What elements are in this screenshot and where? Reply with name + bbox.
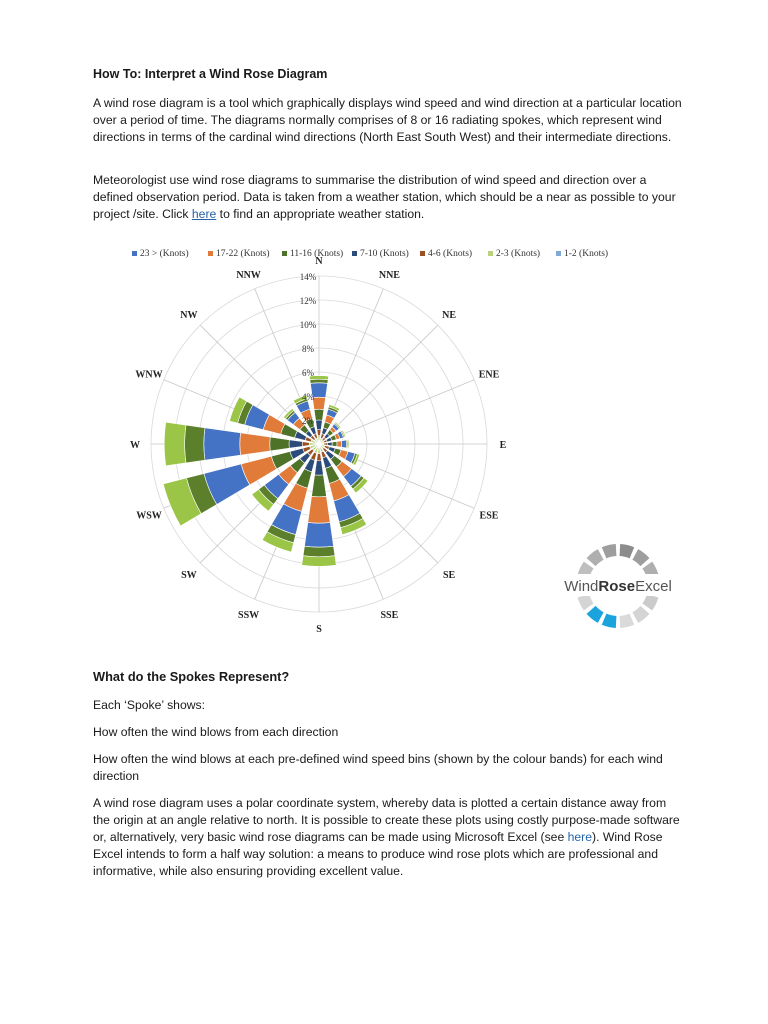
legend-swatch bbox=[282, 251, 287, 256]
radial-tick-label: 10% bbox=[299, 320, 317, 330]
logo-ring-icon bbox=[552, 544, 684, 634]
legend-swatch bbox=[556, 251, 561, 256]
logo-ring-segment bbox=[632, 606, 649, 623]
wind-sector bbox=[312, 475, 327, 497]
legend-label: 17-22 (Knots) bbox=[216, 249, 270, 259]
legend-label: 7-10 (Knots) bbox=[360, 249, 409, 259]
wind-sector bbox=[312, 397, 325, 409]
spoke-intro: Each ‘Spoke’ shows: bbox=[93, 698, 206, 712]
radial-tick-label: 14% bbox=[299, 272, 317, 282]
direction-label: N bbox=[315, 256, 323, 267]
polar-paragraph bbox=[93, 795, 683, 880]
radial-tick-label: 4% bbox=[302, 392, 314, 402]
wind-sector bbox=[204, 428, 241, 460]
logo-ring-segment bbox=[642, 594, 658, 610]
wind-sector bbox=[317, 430, 321, 436]
polar-text: A wind rose diagram uses a polar coordinate system, whereby data is plotted a certain distance away from the origin at an angle relative to north. It is possible to create these plots using costly purpose-made software or, alternatively, very basic wind rose diagrams can be made using Microsoft Excel (see bbox=[93, 796, 680, 844]
direction-label: WSW bbox=[136, 510, 162, 522]
observation-paragraph bbox=[93, 172, 683, 223]
legend-swatch bbox=[488, 251, 493, 256]
radial-tick-label: 8% bbox=[302, 344, 314, 354]
direction-label: NE bbox=[442, 309, 457, 321]
direction-label: S bbox=[316, 624, 322, 634]
direction-label: WNW bbox=[135, 369, 163, 381]
direction-label: ENE bbox=[478, 369, 500, 381]
weather-station-link[interactable]: here bbox=[191, 207, 217, 221]
page-title: How To: Interpret a Wind Rose Diagram bbox=[93, 67, 328, 81]
legend-swatch bbox=[420, 251, 425, 256]
wind-sector bbox=[185, 425, 205, 463]
legend-swatch bbox=[208, 251, 213, 256]
wind-sector bbox=[316, 420, 323, 430]
radial-tick-label: 6% bbox=[302, 368, 314, 378]
logo-ring-segment bbox=[620, 544, 635, 558]
legend-label: 23 > (Knots) bbox=[140, 249, 189, 259]
logo-ring-segment bbox=[578, 594, 594, 610]
logo-ring-segment bbox=[587, 606, 604, 623]
direction-label: NNE bbox=[378, 270, 400, 282]
logo-ring-segment bbox=[602, 614, 617, 628]
direction-label: ESE bbox=[479, 510, 499, 522]
wind-sector bbox=[314, 409, 324, 420]
direction-label: SSW bbox=[238, 609, 260, 621]
polar-text-end: ). Wind Rose Excel intends to form a half way solution: a means to produce wind rose plots which are professional and informative, while also ensuring providing excellent value. bbox=[93, 830, 663, 878]
wind-sector bbox=[324, 443, 328, 445]
wind-sector bbox=[348, 440, 349, 448]
legend-label: 4-6 (Knots) bbox=[428, 249, 473, 259]
direction-label: NW bbox=[180, 309, 198, 321]
spoke-point-speed: How often the wind blows at each pre-defined wind speed bins (shown by the colour bands) for each wind direction bbox=[93, 752, 663, 783]
wind-sector bbox=[342, 440, 347, 448]
radial-tick-label: 12% bbox=[299, 296, 317, 306]
wind-sector bbox=[332, 441, 337, 446]
excel-link[interactable]: here bbox=[567, 830, 593, 844]
legend-label: 11-16 (Knots) bbox=[290, 249, 344, 259]
direction-label: E bbox=[499, 440, 507, 451]
logo-ring-segment bbox=[602, 544, 617, 558]
direction-label: W bbox=[130, 440, 140, 451]
direction-label: NNW bbox=[236, 270, 261, 282]
wind-sector bbox=[289, 440, 302, 448]
observation-text-end: to find an appropriate weather station. bbox=[216, 207, 425, 221]
direction-label: SW bbox=[181, 570, 197, 582]
wind-sector bbox=[327, 442, 332, 446]
logo-ring-segment bbox=[620, 614, 635, 628]
wind-sector bbox=[302, 556, 336, 567]
section-heading: What do the Spokes Represent? bbox=[93, 669, 290, 684]
logo-wordmark: WindRoseExcel bbox=[564, 578, 672, 595]
wind-sector bbox=[303, 546, 335, 557]
wind-sector bbox=[164, 422, 186, 466]
logo-ring-segment bbox=[632, 549, 649, 566]
wind-rose-excel-logo bbox=[552, 544, 684, 634]
legend-swatch bbox=[132, 251, 137, 256]
wind-sector bbox=[304, 522, 333, 547]
radial-tick-label: 2% bbox=[302, 416, 314, 426]
observation-text: Meteorologist use wind rose diagrams to summarise the distribution of wind speed and direction over a defined observation period. Data is taken from a weather station, which should be a near as possible to your project /site. Click bbox=[93, 173, 676, 221]
direction-label: SSE bbox=[380, 609, 399, 621]
wind-sector bbox=[308, 496, 330, 523]
wind-sector bbox=[240, 433, 270, 455]
wind-sector bbox=[337, 441, 342, 447]
logo-ring-segment bbox=[587, 549, 604, 566]
legend-label: 1-2 (Knots) bbox=[564, 249, 609, 259]
wind-sector bbox=[310, 379, 328, 383]
wind-sector bbox=[270, 437, 289, 451]
legend-swatch bbox=[352, 251, 357, 256]
intro-paragraph: A wind rose diagram is a tool which graphically displays wind speed and wind direction at a particular location over a period of time. The diagrams normally comprises of 8 or 16 radiating spokes, which represent wind directions in terms of the cardinal wind directions (North East South West) and their intermediate directions. bbox=[93, 96, 682, 144]
legend-label: 2-3 (Knots) bbox=[496, 249, 541, 259]
wind-sector bbox=[317, 454, 322, 461]
wind-sector bbox=[315, 461, 324, 476]
wind-sector bbox=[302, 442, 309, 447]
spoke-point-direction: How often the wind blows from each direction bbox=[93, 725, 339, 739]
direction-label: SE bbox=[442, 570, 456, 582]
